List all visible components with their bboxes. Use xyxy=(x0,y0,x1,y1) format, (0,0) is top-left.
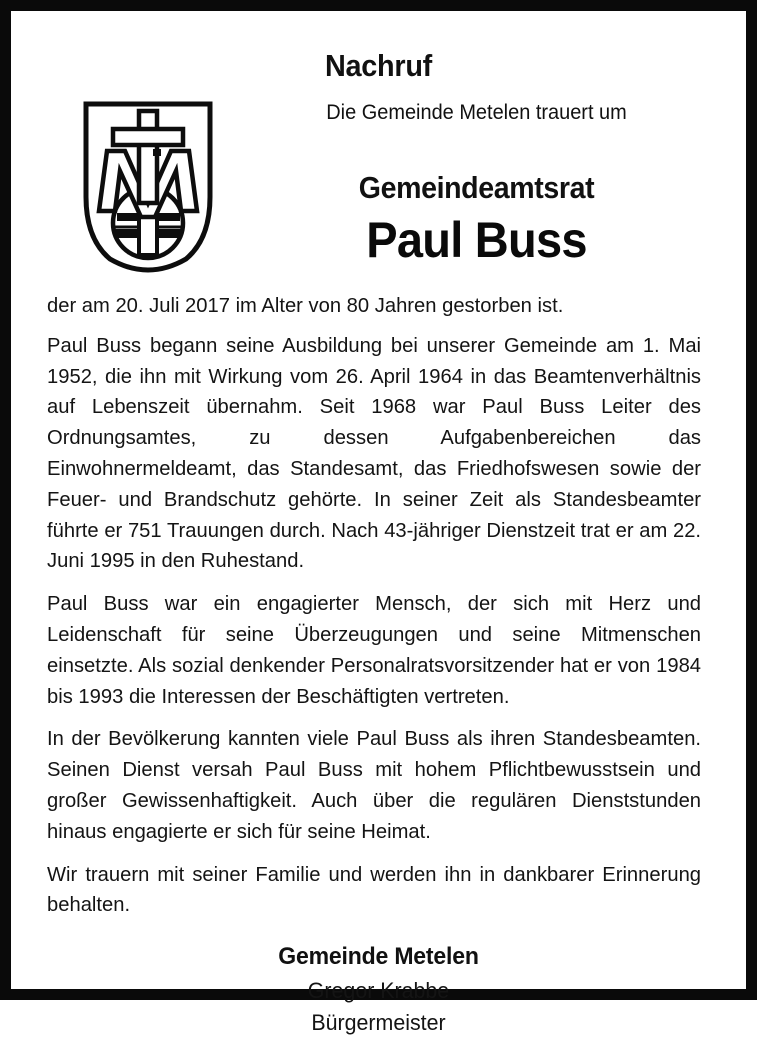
paragraph-career: Paul Buss begann seine Ausbildung bei unserer Gemeinde am 1. Mai 1952, die ihn mit Wirkung vom 26. April 1964 in das Beamtenverhältnis auf Lebenszeit übernahm. Seit 1968 war Paul Buss Leiter des Ordnungsamtes, zu dessen Aufgabenbereichen das Einwohnermeldeamt, das Standesamt, das Friedhofswesen sowie der Feuer- und Brandschutz gehörte. In seiner Zeit als Standesbeamter führte er 751 Trauungen durch. Nach 43-jähriger Dienstzeit trat er am 22. Juni 1995 in den Ruhestand. xyxy=(47,333,702,573)
signature-block xyxy=(35,943,722,1038)
body-text xyxy=(35,291,722,921)
coat-of-arms-icon xyxy=(81,99,215,274)
deceased-role: Gemeindeamtsrat xyxy=(358,170,595,206)
paragraph-death-info: der am 20. Juli 2017 im Alter von 80 Jahren gestorben ist. xyxy=(47,294,564,317)
header-block xyxy=(35,97,722,281)
paragraph-character: Paul Buss war ein engagierter Mensch, der sich mit Herz und Leidenschaft für seine Überzeugungen und seine Mitmenschen einsetzte. Als sozial denkender Personalratsvorsitzender hat er von 1984 bis 1993 die Interessen der Beschäftigten vertreten. xyxy=(47,592,702,708)
notice-content xyxy=(11,11,746,1036)
signature-person-role: Bürgermeister xyxy=(311,1010,446,1036)
signature-organization: Gemeinde Metelen xyxy=(278,943,479,971)
notice-subtitle: Die Gemeinde Metelen trauert um xyxy=(326,101,627,124)
signature-person: Gregor Krabbe xyxy=(307,978,450,1004)
notice-inner-frame xyxy=(11,11,746,1036)
paragraph-closing: Wir trauern mit seiner Familie und werden ihn in dankbarer Erinnerung behalten. xyxy=(47,862,702,917)
page-title: Nachruf xyxy=(325,48,432,83)
deceased-name: Paul Buss xyxy=(366,212,587,269)
paragraph-community: In der Bevölkerung kannten viele Paul Buss als ihren Standesbeamten. Seinen Dienst versah Paul Buss mit hohem Pflichtbewusstsein und großer Gewissenhaftigkeit. Auch über die regulären Dienststunden hinaus engagierte er sich für seine Heimat. xyxy=(47,727,702,843)
metelen-crest-svg xyxy=(81,99,215,274)
header-text-block xyxy=(231,97,722,269)
